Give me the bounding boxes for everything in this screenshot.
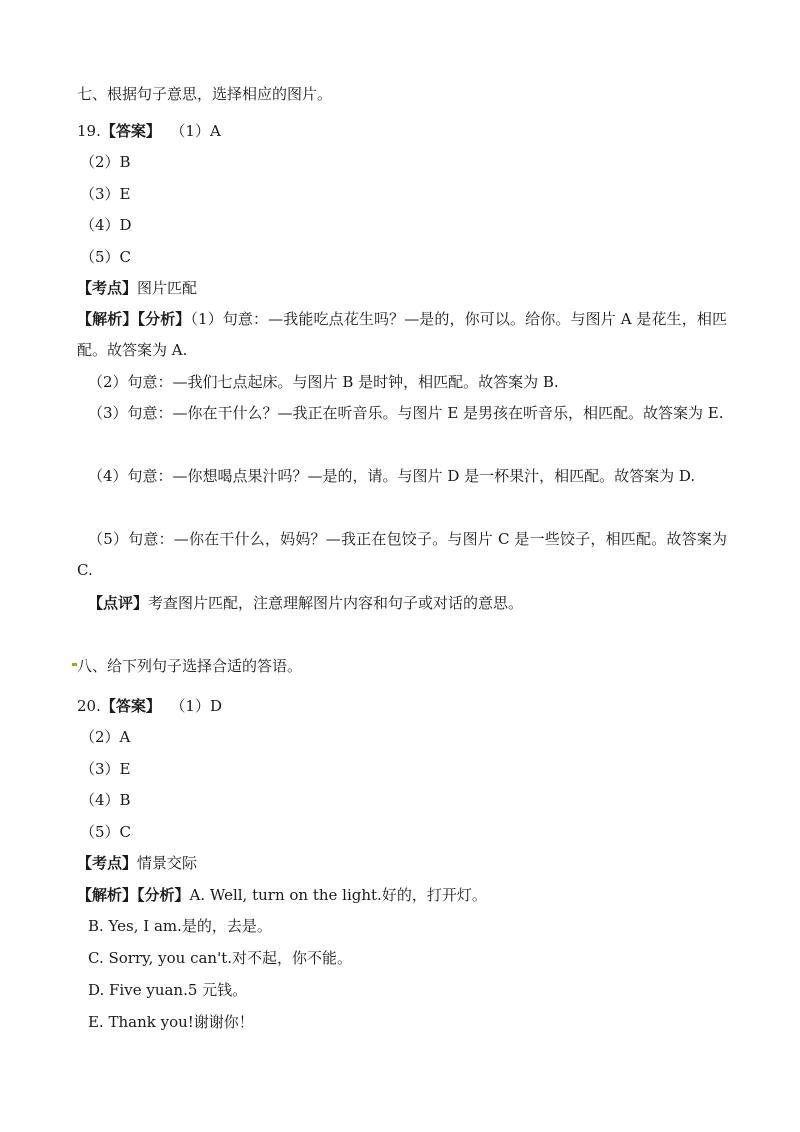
q19-kaodian-line (77, 278, 197, 298)
q19-kaodian-tag: 【考点】 (77, 279, 138, 297)
q19-analysis-5: （5）句意：—你在干什么，妈妈？—我正在包饺子。与图片 C 是一些饺子，相匹配。故答案为 C. (77, 530, 727, 579)
q19-analysis-2: （2）句意：—我们七点起床。与图片 B 是时钟，相匹配。故答案为 B. (88, 373, 559, 391)
q19-analysis-4: （4）句意：—你想喝点果汁吗？—是的，请。与图片 D 是一杯果汁，相匹配。故答案为 D. (88, 467, 696, 485)
q20-option-b: B. Yes, I am.是的，去是。 (88, 917, 272, 935)
q20-option-a: A. Well, turn on the light.好的，打开灯。 (189, 886, 487, 904)
q20-answer-line (77, 696, 222, 716)
q20-kaodian: 情景交际 (137, 854, 198, 872)
q20-answer-4: （4）B (80, 791, 131, 809)
q20-option-d: D. Five yuan.5 元钱。 (88, 981, 248, 999)
q20-answer-5: （5）C (80, 823, 132, 841)
q19-number: 19. (77, 122, 101, 140)
q20-number: 20. (77, 697, 101, 715)
q20-option-c: C. Sorry, you can't.对不起，你不能。 (88, 949, 353, 967)
q20-kaodian-line (77, 853, 197, 873)
q19-answer-line (77, 121, 221, 141)
q20-option-e: E. Thank you!谢谢你！ (88, 1013, 254, 1031)
q20-jiexi-line (77, 885, 487, 905)
section8-heading: 八、给下列句子选择合适的答语。 (77, 657, 303, 675)
q19-jiexi-tag: 【解析】【分析】 (77, 310, 191, 328)
q19-answer-tag: 【答案】 (100, 122, 161, 140)
q20-answer-2: （2）A (80, 728, 131, 746)
q19-answer-5: （5）C (80, 248, 132, 266)
q20-answer-tag: 【答案】 (100, 697, 161, 715)
q19-dianping-line (88, 593, 523, 613)
q19-dianping-tag: 【点评】 (88, 594, 149, 612)
q19-analysis-3: （3）句意：—你在干什么？—我正在听音乐。与图片 E 是男孩在听音乐，相匹配。故答案为 E. (88, 404, 724, 422)
q19-answer-2: （2）B (80, 153, 131, 171)
q19-answer-1: （1）A (170, 122, 221, 140)
q19-kaodian: 图片匹配 (137, 279, 198, 297)
section7-heading: 七、根据句子意思，选择相应的图片。 (77, 85, 333, 103)
q19-answer-3: （3）E (80, 185, 131, 203)
q20-kaodian-tag: 【考点】 (77, 854, 138, 872)
q19-analysis-1: （1）句意：—我能吃点花生吗？—是的，你可以。给你。与图片 A 是花生，相匹配。故答案为 A. (77, 310, 727, 359)
q19-analysis-1-block (77, 304, 727, 366)
q19-answer-4: （4）D (80, 216, 132, 234)
q19-dianping: 考查图片匹配，注意理解图片内容和句子或对话的意思。 (148, 594, 524, 612)
q20-answer-1: （1）D (170, 697, 222, 715)
q20-answer-3: （3）E (80, 760, 131, 778)
q20-jiexi-tag: 【解析】【分析】 (77, 886, 190, 904)
